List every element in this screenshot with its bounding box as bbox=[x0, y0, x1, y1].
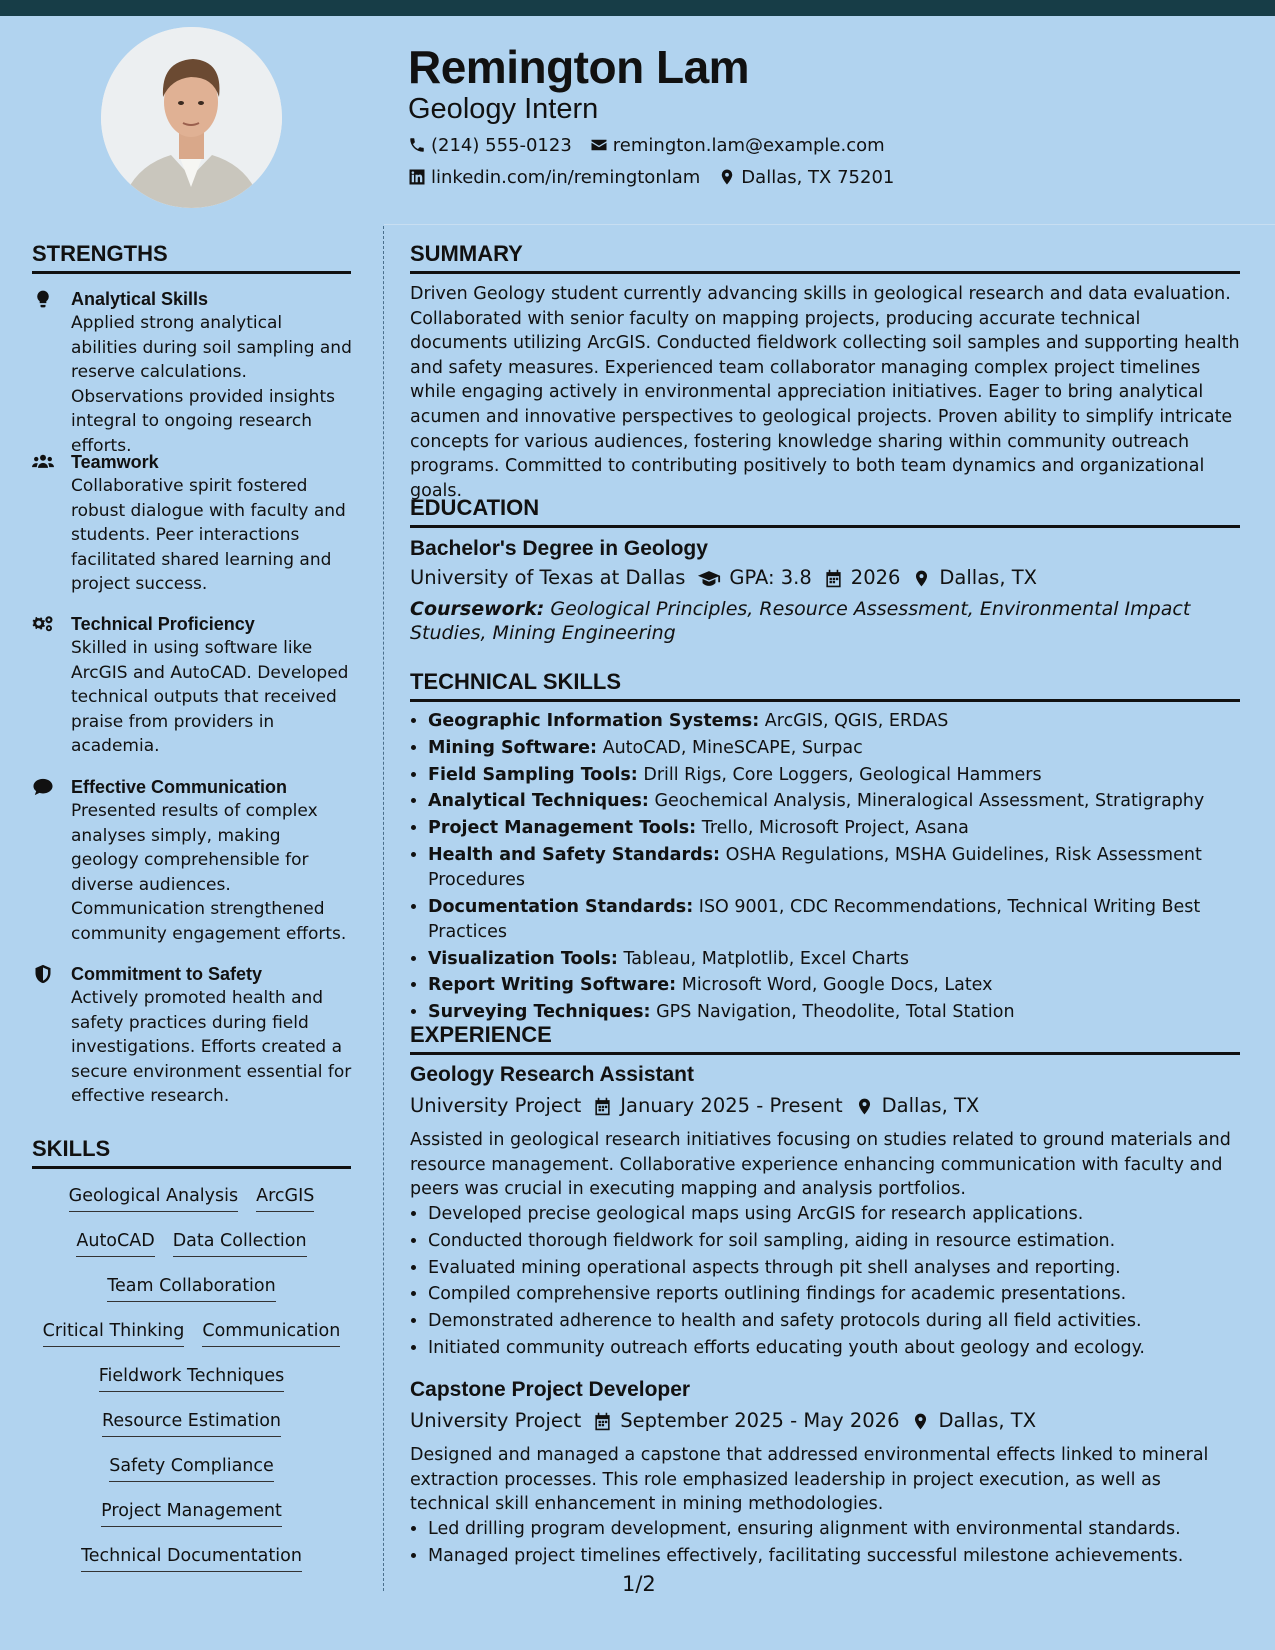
strengths-heading: STRENGTHS bbox=[32, 240, 351, 274]
skill-category: Mining Software: bbox=[428, 737, 598, 758]
calendar-icon bbox=[593, 1097, 612, 1116]
column-divider bbox=[383, 226, 384, 1591]
skill-values: OSHA Regulations, MSHA Guidelines, Risk Assessment Procedures bbox=[428, 844, 1202, 890]
strength-item bbox=[32, 612, 352, 759]
top-accent-bar bbox=[0, 0, 1275, 16]
job-bullets bbox=[410, 1517, 1258, 1571]
skill-category: Analytical Techniques: bbox=[428, 791, 649, 812]
skill-pill: Resource Estimation bbox=[102, 1409, 281, 1437]
job-meta bbox=[410, 1093, 979, 1119]
map-pin-icon bbox=[718, 168, 736, 186]
skill-values: GPS Navigation, Theodolite, Total Station bbox=[656, 1002, 1015, 1023]
skill-category: Visualization Tools: bbox=[428, 948, 618, 969]
skill-category: Geographic Information Systems: bbox=[428, 711, 760, 731]
list-item bbox=[428, 947, 1258, 972]
header-divider bbox=[384, 224, 1275, 225]
map-pin-icon bbox=[912, 569, 931, 588]
skills-row bbox=[32, 1499, 351, 1544]
contact-line-2 bbox=[408, 165, 912, 189]
summary-heading: SUMMARY bbox=[410, 240, 1240, 274]
gpa-text: GPA: 3.8 bbox=[729, 566, 812, 589]
strength-title: Effective Communication bbox=[71, 777, 288, 797]
skill-pill: Critical Thinking bbox=[43, 1319, 185, 1347]
gears-icon bbox=[32, 614, 56, 634]
job-title: Geology Research Assistant bbox=[410, 1063, 694, 1086]
job-org: University Project bbox=[410, 1094, 582, 1117]
list-item bbox=[428, 709, 1258, 734]
skill-values: ArcGIS, QGIS, ERDAS bbox=[764, 711, 949, 731]
skills-row bbox=[32, 1364, 351, 1409]
skill-pill: Team Collaboration bbox=[107, 1274, 275, 1302]
skill-values: Trello, Microsoft Project, Asana bbox=[701, 818, 969, 839]
skill-pill: Technical Documentation bbox=[81, 1544, 302, 1572]
list-item: • Demonstrated adherence to health and safety protocols during all field activities. bbox=[428, 1309, 1258, 1334]
skill-category: Project Management Tools: bbox=[428, 818, 697, 839]
linkedin-icon bbox=[408, 168, 426, 186]
email-contact[interactable] bbox=[590, 135, 885, 156]
coursework bbox=[410, 597, 1240, 645]
strength-desc: Skilled in using software like ArcGIS and AutoCAD. Developed technical outputs that received praise from providers in academia. bbox=[71, 638, 349, 756]
job-dates: January 2025 - Present bbox=[620, 1094, 843, 1117]
envelope-icon bbox=[590, 136, 608, 154]
comment-icon bbox=[32, 777, 56, 797]
list-item: • Developed precise geological maps using ArcGIS for research applications. bbox=[428, 1202, 1258, 1227]
list-item: • Compiled comprehensive reports outlining findings for academic presentations. bbox=[428, 1282, 1258, 1307]
graduation-cap-icon bbox=[697, 569, 721, 588]
skill-pill: Geological Analysis bbox=[69, 1184, 238, 1212]
users-icon bbox=[32, 452, 56, 472]
skills-heading: SKILLS bbox=[32, 1135, 351, 1169]
job-location: Dallas, TX bbox=[938, 1409, 1037, 1432]
skill-pill: Project Management bbox=[101, 1499, 282, 1527]
list-item bbox=[428, 843, 1258, 893]
strength-title: Analytical Skills bbox=[71, 289, 209, 309]
list-item: • Led drilling program development, ensuring alignment with environmental standards. bbox=[428, 1517, 1258, 1542]
list-item bbox=[428, 895, 1258, 945]
job-org: University Project bbox=[410, 1409, 582, 1432]
location-contact bbox=[718, 167, 894, 188]
skill-pill: Fieldwork Techniques bbox=[99, 1364, 285, 1392]
skills-row bbox=[32, 1319, 351, 1364]
skills-list bbox=[32, 1184, 351, 1589]
skill-values: Tableau, Matplotlib, Excel Charts bbox=[623, 948, 910, 969]
linkedin-contact[interactable] bbox=[408, 167, 700, 188]
list-item bbox=[428, 816, 1258, 841]
skills-row bbox=[32, 1229, 351, 1274]
job-location: Dallas, TX bbox=[881, 1094, 980, 1117]
skill-values: Drill Rigs, Core Loggers, Geological Hammers bbox=[643, 764, 1042, 785]
skill-pill: Communication bbox=[202, 1319, 340, 1347]
skills-row bbox=[32, 1409, 351, 1454]
phone-icon bbox=[408, 136, 426, 154]
skills-row bbox=[32, 1274, 351, 1319]
list-item bbox=[428, 736, 1258, 761]
candidate-name: Remington Lam bbox=[408, 41, 750, 93]
strength-desc: Collaborative spirit fostered robust dialogue with faculty and students. Peer interactions facilitated shared learning and project success. bbox=[71, 476, 346, 594]
linkedin-text[interactable]: linkedin.com/in/remingtonlam bbox=[431, 166, 701, 188]
school-name: University of Texas at Dallas bbox=[410, 566, 686, 589]
skill-values: Geochemical Analysis, Mineralogical Assessment, Stratigraphy bbox=[654, 791, 1205, 812]
list-item: • Initiated community outreach efforts educating youth about geology and ecology. bbox=[428, 1336, 1258, 1361]
location-text: Dallas, TX 75201 bbox=[741, 166, 895, 188]
email-text[interactable]: remington.lam@example.com bbox=[612, 134, 885, 156]
list-item bbox=[428, 789, 1258, 814]
graduation-year: 2026 bbox=[850, 566, 901, 589]
skills-row bbox=[32, 1454, 351, 1499]
skill-category: Field Sampling Tools: bbox=[428, 764, 638, 785]
job-bullets bbox=[410, 1202, 1258, 1363]
contact-line-1 bbox=[408, 133, 903, 157]
strength-desc: Presented results of complex analyses simply, making geology comprehensible for diverse audiences. Communication strengthened community engagement efforts. bbox=[71, 801, 347, 944]
skill-category: Documentation Standards: bbox=[428, 896, 694, 917]
skills-row bbox=[32, 1544, 351, 1589]
skill-category: Report Writing Software: bbox=[428, 975, 677, 996]
job-summary: Designed and managed a capstone that addressed environmental effects linked to mineral extraction processes. This role emphasized leadership in project execution, as well as technical skill enhancement in mining methodologies. bbox=[410, 1445, 1209, 1515]
skill-category: Surveying Techniques: bbox=[428, 1002, 651, 1023]
technical-skills-heading: TECHNICAL SKILLS bbox=[410, 668, 1240, 702]
strength-desc: Applied strong analytical abilities during soil sampling and reserve calculations. Observations provided insights integral to ongoing research efforts. bbox=[71, 313, 352, 456]
strength-item bbox=[32, 775, 352, 946]
skill-category: Health and Safety Standards: bbox=[428, 844, 721, 865]
skill-values: Microsoft Word, Google Docs, Latex bbox=[681, 975, 993, 996]
calendar-icon bbox=[824, 569, 843, 588]
calendar-icon bbox=[593, 1412, 612, 1431]
page-number: 1/2 bbox=[622, 1572, 656, 1596]
strength-title: Technical Proficiency bbox=[71, 614, 255, 634]
skill-pill: Data Collection bbox=[173, 1229, 307, 1257]
summary-text: Driven Geology student currently advancing skills in geological research and data evaluation. Collaborated with senior faculty on mapping projects, producing accurate technical documents utilizing ArcGIS. Conducted fieldwork collecting soil samples and supporting health and safety measures. Experienced team collaborator managing complex project timelines while engaging actively in environmental appreciation initiatives. Eager to bring analytical acumen and innovative perspectives to geological projects. Proven ability to simplify intricate concepts for various audiences, fostering knowledge sharing within community outreach programs. Committed to contributing positively to both team dynamics and organizational goals. bbox=[410, 284, 1240, 501]
profile-photo bbox=[101, 27, 282, 208]
strength-item bbox=[32, 450, 352, 597]
strength-desc: Actively promoted health and safety practices during field investigations. Efforts created a secure environment essential for effective research. bbox=[71, 988, 352, 1106]
strength-item bbox=[32, 962, 352, 1109]
job-title: Capstone Project Developer bbox=[410, 1378, 691, 1401]
strength-title: Teamwork bbox=[71, 452, 159, 472]
candidate-role: Geology Intern bbox=[408, 93, 599, 125]
list-item bbox=[428, 973, 1258, 998]
map-pin-icon bbox=[855, 1097, 874, 1116]
coursework-label: Coursework: bbox=[410, 598, 545, 620]
education-heading: EDUCATION bbox=[410, 494, 1240, 528]
skill-pill: ArcGIS bbox=[256, 1184, 314, 1212]
list-item: • Evaluated mining operational aspects through pit shell analyses and reporting. bbox=[428, 1256, 1258, 1281]
job-dates: September 2025 - May 2026 bbox=[620, 1409, 900, 1432]
job-summary: Assisted in geological research initiatives focusing on studies related to ground materials and resource management. Collaborative experience enhancing communication with faculty and peers was crucial in executing mapping and analysis portfolios. bbox=[410, 1130, 1231, 1200]
shield-icon bbox=[32, 964, 56, 984]
skills-row bbox=[32, 1184, 351, 1229]
phone-contact bbox=[408, 135, 572, 156]
skill-values: ISO 9001, CDC Recommendations, Technical Writing Best Practices bbox=[428, 896, 1201, 942]
experience-heading: EXPERIENCE bbox=[410, 1021, 1240, 1055]
lightbulb-icon bbox=[32, 289, 56, 309]
education-meta bbox=[410, 565, 1037, 591]
coursework-text: Geological Principles, Resource Assessment, Environmental Impact Studies, Mining Engineering bbox=[410, 598, 1191, 644]
strength-title: Commitment to Safety bbox=[71, 964, 263, 984]
job-meta bbox=[410, 1408, 1036, 1434]
skill-pill: Safety Compliance bbox=[109, 1454, 274, 1482]
skill-values: AutoCAD, MineSCAPE, Surpac bbox=[602, 737, 863, 758]
list-item bbox=[428, 763, 1258, 788]
skill-pill: AutoCAD bbox=[76, 1229, 154, 1257]
list-item: • Managed project timelines effectively, facilitating successful milestone achievements. bbox=[428, 1544, 1258, 1569]
degree-title: Bachelor's Degree in Geology bbox=[410, 537, 708, 560]
map-pin-icon bbox=[911, 1412, 930, 1431]
list-item: • Conducted thorough fieldwork for soil sampling, aiding in resource estimation. bbox=[428, 1229, 1258, 1254]
technical-skills-list bbox=[410, 709, 1258, 1027]
education-location: Dallas, TX bbox=[939, 566, 1037, 589]
strength-item bbox=[32, 287, 352, 458]
phone-text: (214) 555-0123 bbox=[431, 134, 572, 156]
